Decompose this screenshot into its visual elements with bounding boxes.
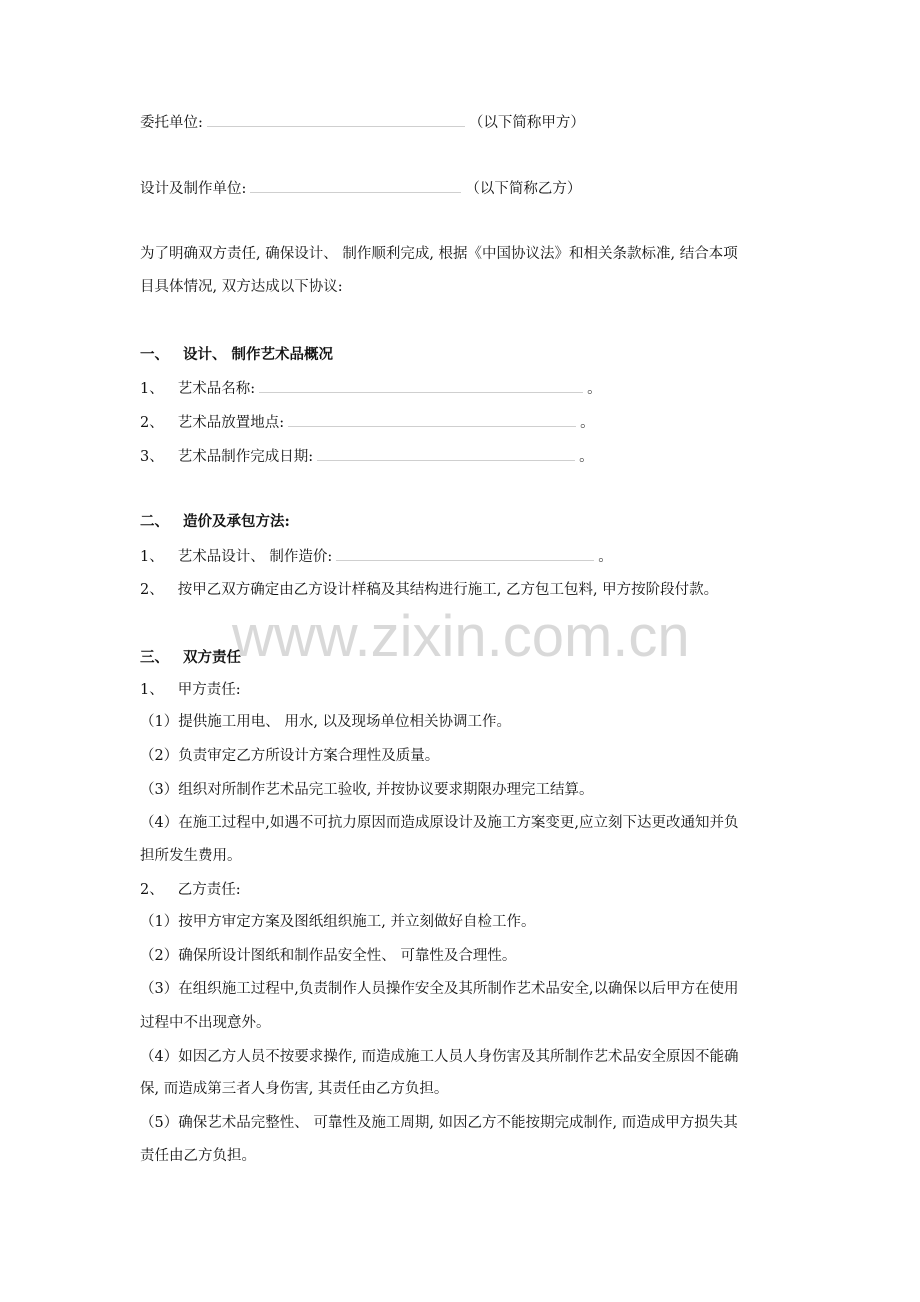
item-number: 3、 <box>140 449 164 465</box>
item-number: 2、 <box>140 415 164 431</box>
item-line <box>140 378 602 399</box>
clause-line: （5）确保艺术品完整性、 可靠性及施工周期, 如因乙方不能按期完成制作, 而造成甲方损失其 <box>140 1115 738 1131</box>
clause-line: （2）负责审定乙方所设计方案合理性及质量。 <box>140 748 440 764</box>
watermark: www.zixin.com.cn <box>232 604 690 669</box>
artwork-location-blank[interactable] <box>288 412 576 427</box>
client-label: 委托单位: <box>140 115 203 131</box>
maker-suffix: （以下简称乙方） <box>465 181 582 197</box>
item-number: 1、 <box>140 682 164 698</box>
item-line <box>140 446 594 467</box>
item-end: 。 <box>598 549 613 565</box>
clause-line: 担所发生费用。 <box>140 848 242 864</box>
subsection-title: 乙方责任: <box>177 882 241 898</box>
maker-blank[interactable] <box>250 178 461 193</box>
item-line <box>140 546 613 567</box>
item-label: 艺术品放置地点: <box>177 415 285 431</box>
client-suffix: （以下简称甲方） <box>468 115 585 131</box>
item-number: 2、 <box>140 582 164 598</box>
completion-date-blank[interactable] <box>317 446 575 461</box>
clause-line: （1）按甲方审定方案及图纸组织施工, 并立刻做好自检工作。 <box>140 914 536 930</box>
item-line <box>140 580 718 600</box>
clause-line: 过程中不出现意外。 <box>140 1015 271 1031</box>
item-label: 艺术品设计、 制作造价: <box>177 549 333 565</box>
item-label: 艺术品名称: <box>177 381 256 397</box>
item-number: 2、 <box>140 882 164 898</box>
section-heading <box>140 512 290 532</box>
item-line <box>140 412 595 433</box>
artwork-name-blank[interactable] <box>259 378 583 393</box>
subsection-title: 甲方责任: <box>177 682 241 698</box>
clause-line: （4）在施工过程中,如遇不可抗力原因而造成原设计及施工方案变更,应立刻下达更改通知并负 <box>140 815 739 831</box>
item-end: 。 <box>580 415 595 431</box>
clause-line: （2）确保所设计图纸和制作品安全性、 可靠性及合理性。 <box>140 948 517 964</box>
maker-line <box>140 178 581 199</box>
maker-label: 设计及制作单位: <box>140 181 247 197</box>
subsection-heading <box>140 680 241 700</box>
section-number: 三、 <box>140 649 169 666</box>
price-blank[interactable] <box>336 546 594 561</box>
subsection-heading <box>140 880 241 900</box>
item-label: 艺术品制作完成日期: <box>177 449 314 465</box>
section-heading <box>140 648 241 668</box>
clause-line: 保, 而造成第三者人身伤害, 其责任由乙方负担。 <box>140 1081 449 1097</box>
clause-line: （1）提供施工用电、 用水, 以及现场单位相关协调工作。 <box>140 714 512 730</box>
section-title: 造价及承包方法: <box>183 513 290 530</box>
section-heading <box>140 345 333 365</box>
intro-line: 目具体情况, 双方达成以下协议: <box>140 279 343 295</box>
item-end: 。 <box>579 449 594 465</box>
section-title: 双方责任 <box>183 649 241 666</box>
item-number: 1、 <box>140 381 164 397</box>
clause-line: （4）如因乙方人员不按要求操作, 而造成施工人员人身伤害及其所制作艺术品安全原因不能确 <box>140 1049 739 1065</box>
client-blank[interactable] <box>207 112 465 127</box>
intro-line: 为了明确双方责任, 确保设计、 制作顺利完成, 根据《中国协议法》和相关条款标准, 结合本项 <box>140 246 738 262</box>
section-title: 设计、 制作艺术品概况 <box>183 346 334 363</box>
clause-line: （3）在组织施工过程中,负责制作人员操作安全及其所制作艺术品安全,以确保以后甲方在使用 <box>140 981 739 997</box>
clause-line: （3）组织对所制作艺术品完工验收, 并按协议要求期限办理完工结算。 <box>140 782 594 798</box>
clause-line: 责任由乙方负担。 <box>140 1148 256 1164</box>
client-line <box>140 112 585 133</box>
section-number: 二、 <box>140 513 169 530</box>
item-end: 。 <box>587 381 602 397</box>
section-number: 一、 <box>140 346 169 363</box>
item-text: 按甲乙双方确定由乙方设计样稿及其结构进行施工, 乙方包工包料, 甲方按阶段付款。 <box>177 582 719 598</box>
item-number: 1、 <box>140 549 164 565</box>
